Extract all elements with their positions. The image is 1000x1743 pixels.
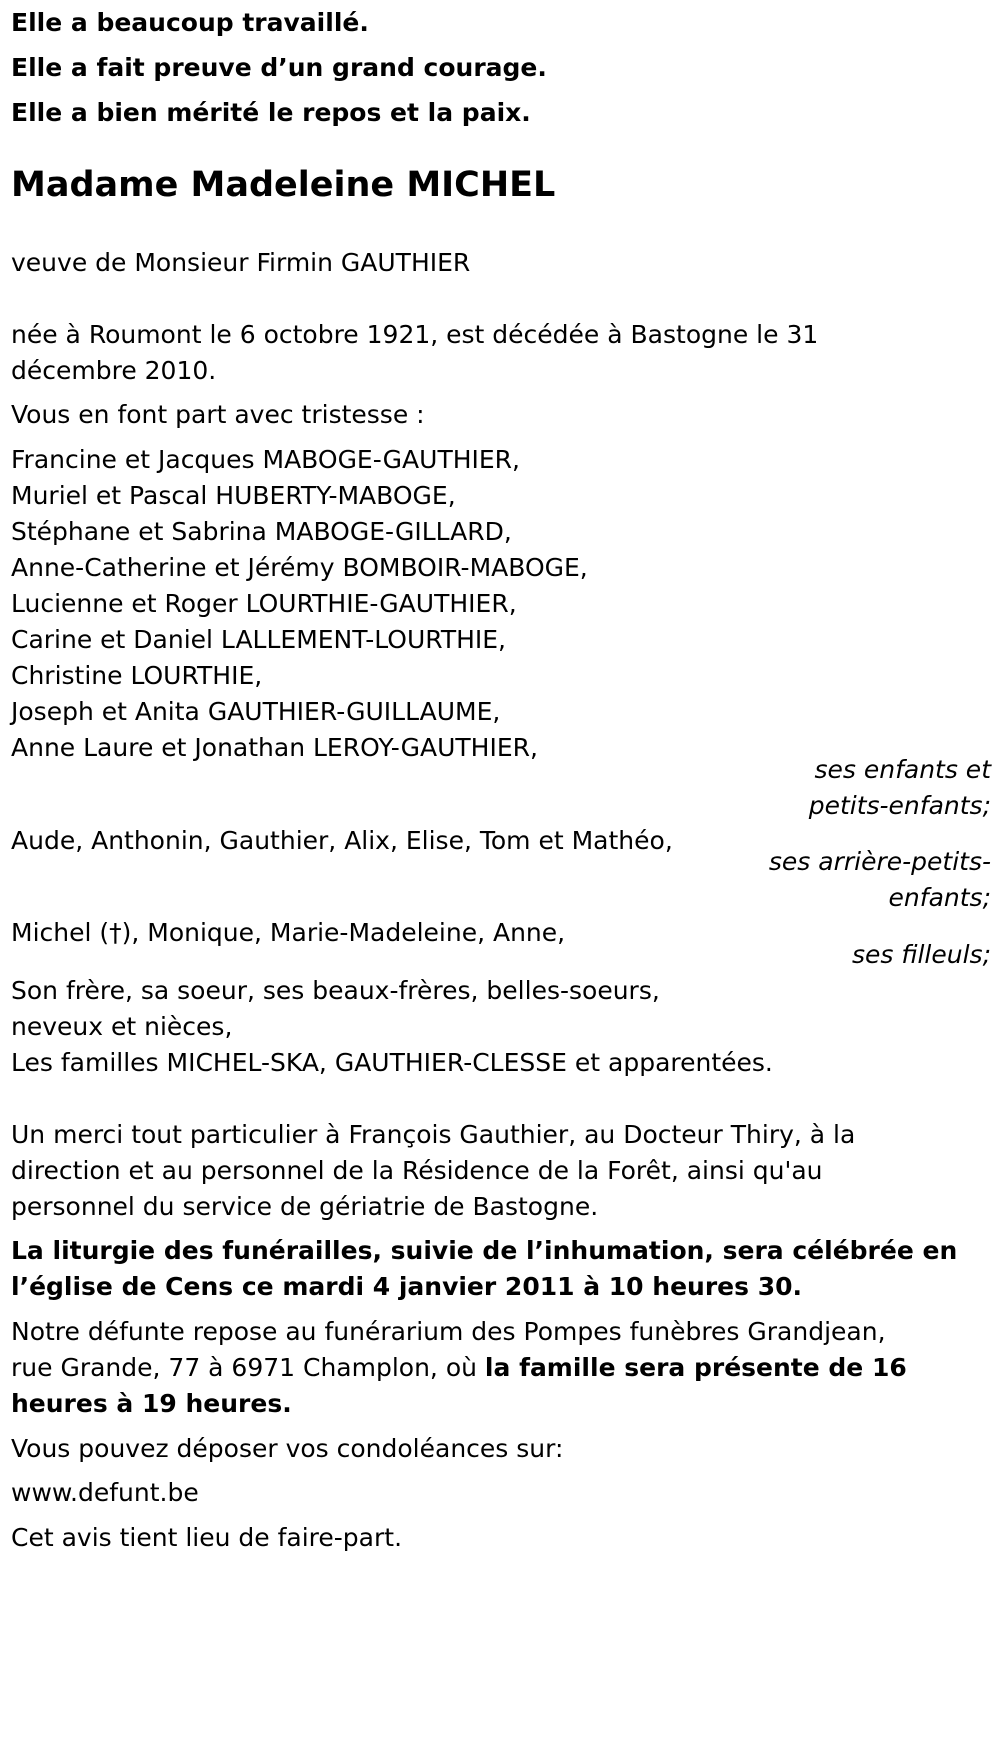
thanks-line-3: personnel du service de gériatrie de Bastogne.: [11, 1192, 599, 1221]
birth-death-line-1: née à Roumont le 6 octobre 1921, est décédée à Bastogne le 31: [11, 320, 819, 349]
family-member: Muriel et Pascal HUBERTY-MABOGE,: [11, 481, 456, 510]
repose-hours-start: la famille sera présente de 16: [484, 1353, 907, 1382]
repose-address: rue Grande, 77 à 6971 Champlon, où: [11, 1353, 485, 1382]
role-children-line-2: petits-enfants;: [808, 791, 991, 820]
announce-text: Vous en font part avec tristesse :: [11, 400, 425, 429]
family-member: Anne Laure et Jonathan LEROY-GAUTHIER,: [11, 733, 538, 762]
repose-line-3: heures à 19 heures.: [11, 1389, 292, 1418]
liturgy-line-1: La liturgie des funérailles, suivie de l’inhumation, sera célébrée en: [11, 1236, 958, 1265]
family-member: Lucienne et Roger LOURTHIE-GAUTHIER,: [11, 589, 517, 618]
repose-line-2: [11, 1349, 907, 1387]
closing-text: Cet avis tient lieu de faire-part.: [11, 1523, 403, 1552]
other-relatives-line-2: neveux et nièces,: [11, 1012, 233, 1041]
liturgy-line-2: l’église de Cens ce mardi 4 janvier 2011 à 10 heures 30.: [11, 1272, 802, 1301]
family-member: Joseph et Anita GAUTHIER-GUILLAUME,: [11, 697, 501, 726]
thanks-line-2: direction et au personnel de la Résidence de la Forêt, ainsi qu'au: [11, 1156, 823, 1185]
epitaph-line-2: Elle a fait preuve d’un grand courage.: [11, 53, 547, 82]
repose-line-1: Notre défunte repose au funérarium des Pompes funèbres Grandjean,: [11, 1317, 886, 1346]
birth-death-line-2: décembre 2010.: [11, 356, 217, 385]
family-member: Carine et Daniel LALLEMENT-LOURTHIE,: [11, 625, 507, 654]
family-member: Francine et Jacques MABOGE-GAUTHIER,: [11, 445, 520, 474]
role-children-line-1: ses enfants et: [814, 755, 991, 784]
other-relatives-line-1: Son frère, sa soeur, ses beaux-frères, belles-soeurs,: [11, 976, 660, 1005]
epitaph-line-1: Elle a beaucoup travaillé.: [11, 8, 369, 37]
condolences-text: Vous pouvez déposer vos condoléances sur:: [11, 1434, 564, 1463]
deceased-name: Madame Madeleine MICHEL: [11, 165, 556, 205]
thanks-line-1: Un merci tout particulier à François Gauthier, au Docteur Thiry, à la: [11, 1120, 856, 1149]
family-member: Christine LOURTHIE,: [11, 661, 263, 690]
website-link[interactable]: www.defunt.be: [11, 1478, 199, 1507]
role-great-line-2: enfants;: [888, 883, 991, 912]
role-godchildren: ses filleuls;: [851, 940, 991, 969]
godchildren: Michel (†), Monique, Marie-Madeleine, Anne,: [11, 918, 566, 947]
other-relatives-line-3: Les familles MICHEL-SKA, GAUTHIER-CLESSE et apparentées.: [11, 1048, 773, 1077]
role-great-line-1: ses arrière-petits-: [768, 847, 991, 876]
family-member: Anne-Catherine et Jérémy BOMBOIR-MABOGE,: [11, 553, 588, 582]
family-member: Stéphane et Sabrina MABOGE-GILLARD,: [11, 517, 512, 546]
epitaph-line-3: Elle a bien mérité le repos et la paix.: [11, 98, 531, 127]
great-grandchildren: Aude, Anthonin, Gauthier, Alix, Elise, Tom et Mathéo,: [11, 826, 673, 855]
widow-of: veuve de Monsieur Firmin GAUTHIER: [11, 248, 471, 277]
